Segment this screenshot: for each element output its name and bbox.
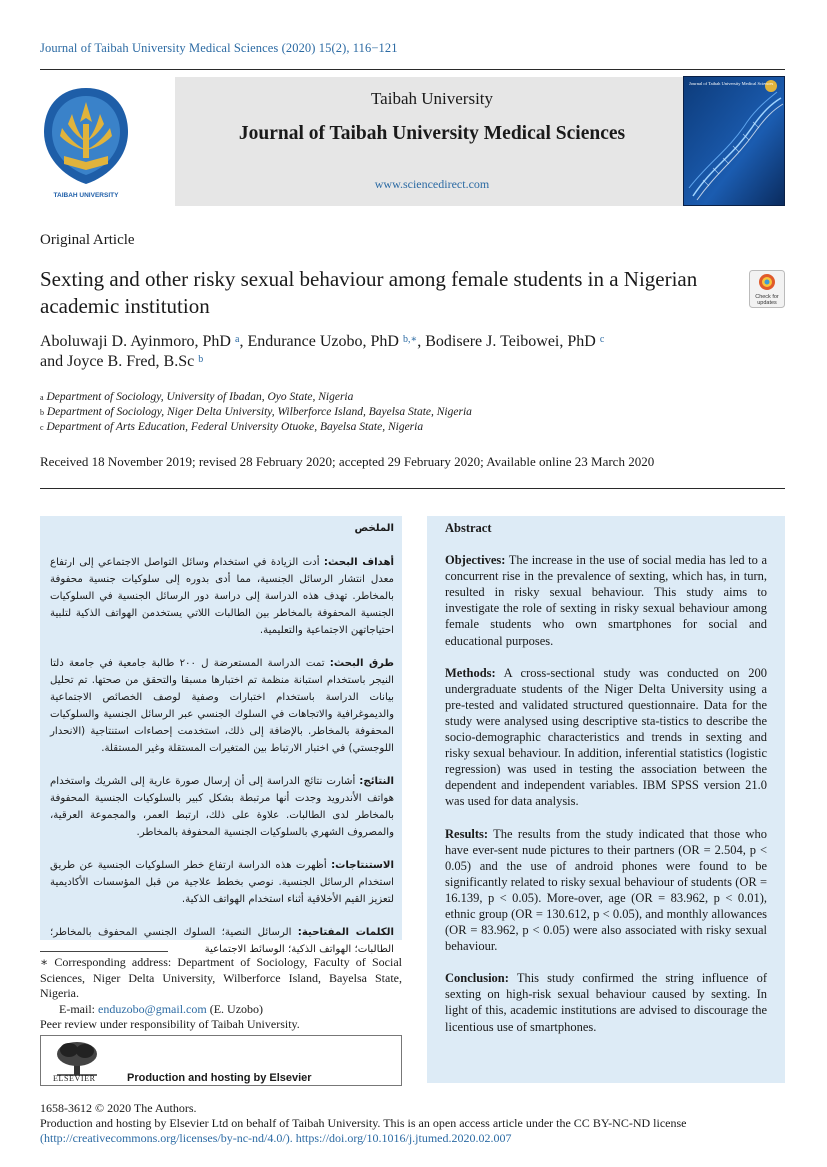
article-history-dates: Received 18 November 2019; revised 28 February 2020; accepted 29 February 2020; Available online 23 March 2020 [40, 454, 655, 469]
author-name: Aboluwaji D. Ayinmoro, PhD [40, 333, 231, 350]
doi-link[interactable]: https://doi.org/10.1016/j.jtumed.2020.02.007 [295, 1131, 512, 1145]
sciencedirect-link[interactable]: www.sciencedirect.com [374, 177, 490, 191]
abstract-results: Results: The results from the study indicated that those who have ever-sent nude pictures to their partners (OR = 2.504, p < 0.05) and the use of android phones were found to be significantly related to risky sexual behaviour of students (OR = 16.139, p < 0.05). More-over, age (OR = 83.962, p < 0.01), ethnic group (OR = 130.612, p < 0.05), and monthly allowances (OR = 83.962, p < 0.05) were also associated with risky sexual behaviour. [445, 826, 767, 954]
arabic-abstract-heading: الملخص [354, 523, 394, 534]
affiliation-item: $^b$ Department of Sociology, Niger Delta University, Wilberforce Island, Bayelsa State, Nigeria [40, 406, 472, 418]
arabic-conclusions: الاستنتاجات: أظهرت هذه الدراسة ارتفاع خطر السلوكيات الجنسية عن طريق استخدام الرسائل الجنسية. نوصي بخطط علاجية من قبل المؤسسات الأكاديمية لتعزيز القيم الأخلاقية أثناء استخدام الهواتف الذكية. [50, 860, 394, 905]
article-type: Original Article [40, 232, 135, 248]
author-name: Endurance Uzobo, PhD [247, 333, 399, 350]
arabic-results: النتائج: أشارت نتائج الدراسة إلى أن إرسال صورة عارية إلى الشريك واستخدام هواتف الأندرويد وجدت أنها مرتبطة بشكل كبير بالسلوكيات الجنسية المحفوفة بالمخاطر لدى الطالبات. علاوة على ذلك، ارتبط العمر، والمجموعة العرقية، والمصروف الشهري بالسلوكيات الجنسية المحفوفة بالمخاطر. [50, 776, 394, 838]
abstract-objectives: Objectives: The increase in the use of social media has led to a concurrent rise in the prevalence of sexting, which has, in turn, resulted in risky sexual behaviour. This study aims to investigate the role of sexting in risky sexual behaviour among female students who own smartphones for social and educational purposes. [445, 553, 767, 648]
author-list: Aboluwaji D. Ayinmoro, PhD $^a$, Endurance Uzobo, PhD $^{b,∗}$, Bodisere J. Teibowei, PhD $^c$ and Joyce B. Fred, B.Sc $^b$ [40, 333, 605, 370]
email-link[interactable]: enduzobo@gmail.com [98, 1001, 207, 1016]
author-name: Bodisere J. Teibowei, PhD [425, 333, 596, 350]
arabic-objectives: أهداف البحث: أدت الزيادة في استخدام وسائل التواصل الاجتماعي إلى ارتفاع معدل انتشار الرسائل الجنسية، مما أدى بدوره إلى سلوكيات جنسية محفوفة بالمخاطر. تهدف هذه الدراسة إلى دراسة دور الرسائل الجنسية في السلوكيات الجنسية المحفوفة بالمخاطر بين الطالبات اللاتي يستخدمن الهواتف الذكية لتلبية احتياجاتهن الاجتماعية والتعليمية. [50, 557, 394, 636]
crossmark-icon [749, 270, 785, 308]
license-statement: Production and hosting by Elsevier Ltd on behalf of Taibah University. This is an open access article under the CC BY-NC-ND license [40, 1116, 687, 1130]
affiliation-marker[interactable]: c [599, 334, 605, 345]
production-hosting-text: Production and hosting by Elsevier [127, 1072, 312, 1084]
elsevier-banner [40, 1035, 402, 1086]
affiliation-marker[interactable]: a [234, 334, 240, 345]
journal-name: Journal of Taibah University Medical Sciences [238, 123, 626, 144]
header-rule [40, 69, 785, 70]
article-title: Sexting and other risky sexual behaviour among female students in a Nigerian academic institution [40, 267, 698, 318]
crossmark-label-2: updates [757, 300, 777, 306]
abstract-methods: Methods: A cross-sectional study was conducted on 200 undergraduate students of the Niger Delta University using a pre-tested and validated structured questionnaire. Data for the study were analysed using descriptive sta-tistics to describe the socio-demographic characteristics and trends in sexting and risky sexual behaviour. In addition, inferential statistics (logistic regression) was used in testing the association between the dependent and independent variables. IBM SPSS version 21.0 was used for data analysis. [445, 665, 767, 809]
elsevier-tree-icon [53, 1040, 101, 1076]
section-rule [40, 488, 785, 489]
abstract-conclusion: Conclusion: This study confirmed the string influence of sexting on high-risk sexual behaviour caused by sexting. In light of this, academic institutions are advised to discourage the licentious use of smartphones. [445, 971, 767, 1034]
footnote-rule [40, 951, 168, 952]
cover-art-icon [683, 76, 785, 206]
journal-masthead [175, 77, 689, 206]
email-line: E-mail: enduzobo@gmail.com (E. Uzobo) [59, 1001, 264, 1016]
cover-title: Journal of Taibah University Medical Sciences [689, 81, 774, 86]
copyright-block [40, 1101, 790, 1146]
footnote [40, 955, 402, 1033]
affiliations [40, 390, 785, 435]
abstract-box [427, 516, 785, 1083]
arabic-abstract-box [40, 516, 402, 955]
running-header: Journal of Taibah University Medical Sciences (2020) 15(2), 116−121 [40, 41, 398, 55]
abstract [445, 520, 767, 1051]
peer-review-note: Peer review under responsibility of Taibah University. [40, 1017, 300, 1031]
issn-copyright: 1658-3612 © 2020 The Authors. [40, 1101, 197, 1115]
affiliation-marker[interactable]: b,∗ [402, 334, 418, 345]
arabic-methods: طرق البحث: تمت الدراسة المستعرضة ل ٢٠٠ طالبة جامعية في جامعة دلتا النيجر باستخدام استبانة منظمة تم اختبارها مسبقا والتحقق من صحتها. تم تحليل بيانات الدراسة باستخدام اختبارات وصفية لوصف الخصائص الاجتماعية والديموغرافية والاتجاهات في السلوك الجنسي عبر الرسائل الجنسية والسلوكيات المحفوفة بالمخاطر. بالإضافة إلى ذلك، استخدمت إحصاءات استنتاجية (الانحدار اللوجستي) في اختبار الارتباط بين المتغيرات المستقلة وغير المستقلة. [50, 658, 394, 754]
journal-cover-image [683, 76, 785, 206]
crossmark-label-1: Check for [755, 294, 779, 300]
taibah-university-logo [40, 84, 132, 204]
check-for-updates-button[interactable] [749, 270, 785, 308]
author-name: and Joyce B. Fred, B.Sc [40, 353, 195, 370]
logo-caption: TAIBAH UNIVERSITY [53, 192, 119, 199]
license-links [40, 1131, 790, 1146]
arabic-keywords: الكلمات المفتاحية: الرسائل النصية؛ السلوك الجنسي المحفوف بالمخاطر؛ الطالبات؛ الهواتف الذكية؛ الوسائط الاجتماعية [50, 927, 394, 955]
affiliation-item: $^a$ Department of Sociology, University of Ibadan, Oyo State, Nigeria [40, 391, 354, 403]
affiliation-marker[interactable]: b [198, 354, 204, 365]
corresponding-address: ∗ Corresponding address: Department of Sociology, Faculty of Social Sciences, Niger Delta University, Wilberforce Island, Bayelsa State, Nigeria. [40, 955, 402, 1000]
affiliation-item: $^c$ Department of Arts Education, Federal University Otuoke, Bayelsa State, Nigeria [40, 421, 424, 433]
university-name: Taibah University [370, 89, 494, 108]
license-url-link[interactable]: (http://creativecommons.org/licenses/by-nc-nd/4.0/). [40, 1131, 293, 1145]
taibah-logo-icon [40, 84, 132, 204]
arabic-abstract [50, 520, 394, 974]
elsevier-wordmark: ELSEVIER [53, 1074, 96, 1083]
abstract-heading: Abstract [445, 521, 492, 535]
